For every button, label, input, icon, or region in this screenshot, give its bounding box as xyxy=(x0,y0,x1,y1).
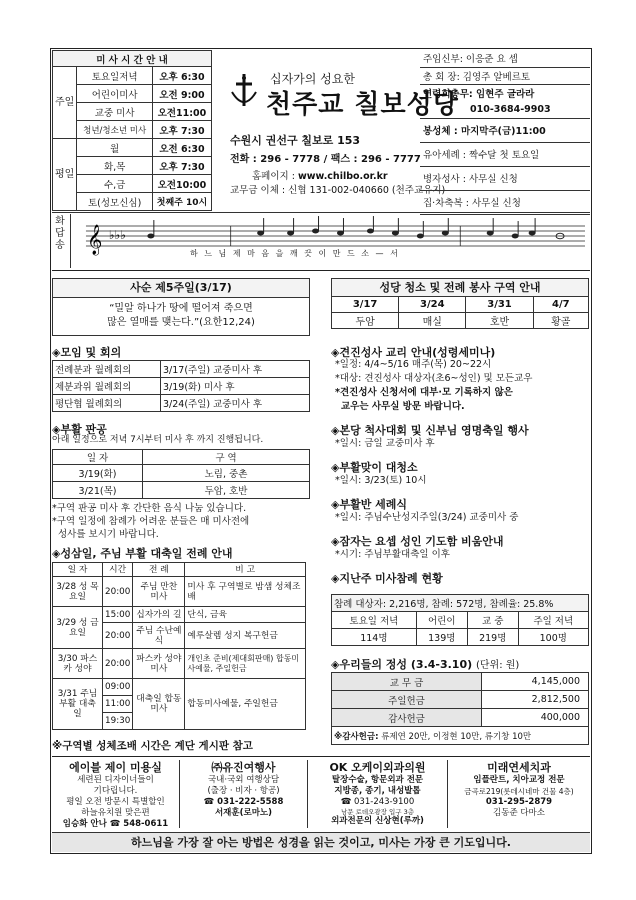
easterbaptism-title: ◈부활반 세례식 xyxy=(331,498,408,511)
holyweek-rite: 주님 수난예식 xyxy=(133,623,185,649)
holyweek-rite: 주님 만찬 미사 xyxy=(133,577,185,607)
church-homepage xyxy=(252,168,388,182)
holyweek-title: ◈성삼일, 주님 부활 대축일 전례 안내 xyxy=(52,547,233,560)
ad-line: (출장 · 비자 · 항공) xyxy=(207,786,280,796)
holyweek-time: 20:00 xyxy=(103,577,133,607)
offering-table xyxy=(331,672,589,745)
penance-head-area: 구 역 xyxy=(143,450,310,465)
holyweek-head: 시간 xyxy=(103,563,133,577)
meeting-name: 전례분과 월례회의 xyxy=(53,361,161,378)
cleaning-area: 호반 xyxy=(466,313,533,329)
ad-line: 외과전문의 신상현(루까) xyxy=(331,816,424,826)
schedule-time: 오후 6:30 xyxy=(152,67,211,85)
offering-label: 주일헌금 xyxy=(332,691,482,709)
holyweek-table xyxy=(52,562,306,730)
penance-date: 3/19(화) xyxy=(53,465,143,482)
offering-value: 2,812,500 xyxy=(482,691,589,709)
weekday-label: 평일 xyxy=(53,139,77,211)
easterclean-line: *일시: 3/23(토) 10시 xyxy=(335,475,427,486)
vigil-line: *시기: 주님부활대축일 이후 xyxy=(335,549,450,560)
schedule-title: 미 사 시 간 안 내 xyxy=(53,51,212,67)
retreat-line: *견진성사 신청서에 대부·모 기록하지 않은 xyxy=(335,387,513,398)
offering-value: 400,000 xyxy=(482,709,589,727)
schedule-name: 화,목 xyxy=(77,157,153,175)
attendance-value: 139명 xyxy=(416,629,467,646)
attendance-value: 219명 xyxy=(467,629,518,646)
schedule-time: 오전11:00 xyxy=(152,103,211,121)
easterbaptism-line: *일시: 주님수난성지주일(3/24) 교중미사 중 xyxy=(335,512,519,523)
cleaning-date: 3/24 xyxy=(399,297,466,313)
offering-note-label: ※감사헌금: xyxy=(334,731,379,742)
ad-line: 평일 오전 방문시 특별할인 xyxy=(66,797,165,807)
hymn-staff xyxy=(70,214,590,268)
ad-line: 금곡로219(롯데시네마 건물 4층) xyxy=(464,787,574,796)
offering-title xyxy=(331,656,519,672)
schedule-time: 첫째주 10시 xyxy=(152,193,211,211)
holyweek-note: 단식, 금육 xyxy=(185,607,306,623)
cleaning-title: 성당 청소 및 전례 봉사 구역 안내 xyxy=(331,278,589,297)
ads-row xyxy=(52,760,590,828)
retreat-line: *대상: 견진성사 대상자(초6~성인) 및 모든교우 xyxy=(335,373,533,384)
offering-value: 4,145,000 xyxy=(482,673,589,691)
staff-line: 집·차축복 : 사무실 신청 xyxy=(420,190,590,214)
attendance-value: 114명 xyxy=(332,629,417,646)
ad-line: 하늘유치원 맞은편 xyxy=(81,808,150,818)
hymn-label: 화답송 xyxy=(55,216,65,251)
ad-hair-salon xyxy=(52,760,180,828)
holyweek-rite: 대축일 합동미사 xyxy=(133,679,185,730)
attendance-value: 100명 xyxy=(518,629,588,646)
penance-area: 노림, 중촌 xyxy=(143,465,310,482)
penance-area: 두암, 호반 xyxy=(143,482,310,499)
schedule-time: 오전 6:30 xyxy=(152,139,211,157)
holyweek-time: 20:00 xyxy=(103,649,133,679)
meetings-table xyxy=(52,360,310,412)
retreat-line: *일정: 4/4~5/16 매주(목) 20~22시 xyxy=(335,359,492,370)
holyweek-date: 3/28 성 목요일 xyxy=(53,577,103,607)
attendance-summary: 참례 대상자: 2,216명, 참례: 572명, 참례율: 25.8% xyxy=(332,595,589,612)
mass-schedule-table xyxy=(52,50,212,211)
schedule-time: 오전10:00 xyxy=(152,175,211,193)
bank-transfer: 교무금 이체 : 신협 131-002-040660 (천주교유지) xyxy=(230,185,446,196)
notes xyxy=(147,216,564,239)
meeting-name: 평단협 월례회의 xyxy=(53,395,161,412)
holyweek-head: 비 고 xyxy=(185,563,306,577)
penance-table xyxy=(52,449,310,499)
schedule-name: 교중 미사 xyxy=(77,103,153,121)
staff-line: 주임신부: 이응준 요 셉 xyxy=(420,50,590,67)
holyweek-time: 19:30 xyxy=(103,713,133,730)
divider xyxy=(52,212,590,213)
hymn-lyrics: 하 느 님 제 마 음 을 깨 끗 이 만 드 소 — 서 xyxy=(190,249,400,258)
holyweek-note: 미사 후 구역별로 밤샘 성체조배 xyxy=(185,577,306,607)
ad-line: ☎ 031-243-9100 xyxy=(340,797,415,807)
sunday-title: 사순 제5주일(3/17) xyxy=(52,278,310,298)
easterclean-title: ◈부활맞이 대청소 xyxy=(331,461,418,474)
penance-head-date: 일 자 xyxy=(53,450,143,465)
ad-heading: ㈜유진여행사 xyxy=(211,761,276,774)
ad-line: 탈장수술, 항문외과 전문 xyxy=(331,775,424,785)
divider xyxy=(52,756,590,757)
meeting-when: 3/24(주일) 교중미사 후 xyxy=(161,395,310,412)
feast-title: ◈본당 척사대회 및 신부님 영명축일 행사 xyxy=(331,424,529,437)
ad-line: 김동준 다마소 xyxy=(493,808,545,818)
feast-line: *일시: 금일 교중미사 후 xyxy=(335,438,435,449)
ad-line: 임플란트, 치아교정 전문 xyxy=(473,775,565,785)
holyweek-date: 3/29 성 금요일 xyxy=(53,607,103,649)
retreat-title: ◈견진성사 교리 안내(성령세미나) xyxy=(331,346,496,359)
holyweek-note: 예루살렘 성지 복구헌금 xyxy=(185,623,306,649)
holyweek-date: 3/30 파스카 성야 xyxy=(53,649,103,679)
church-subtitle: 십자가의 성요한 xyxy=(270,72,355,86)
church-title: 천주교 칠보성당 xyxy=(266,90,459,120)
ad-travel xyxy=(180,760,308,828)
attendance-table xyxy=(331,594,589,646)
quote-line: “밀알 하나가 땅에 떨어져 죽으면 xyxy=(109,303,253,314)
meetings-title: ◈모임 및 회의 xyxy=(52,346,122,359)
staff-line: 유아세례 : 짝수달 첫 토요일 xyxy=(420,142,590,166)
church-address: 수원시 권선구 칠보로 153 xyxy=(230,134,361,147)
attendance-head: 어린이 xyxy=(416,612,467,629)
ad-clinic xyxy=(308,760,448,828)
ad-heading: 미래연세치과 xyxy=(487,761,551,774)
ad-line: 국내·국외 여행상담 xyxy=(207,775,280,785)
ad-heading: 에이블 제이 미용실 xyxy=(69,761,162,774)
holyweek-rite: 파스카 성야 미사 xyxy=(133,649,185,679)
ad-line: 지방종, 종기, 내성발톱 xyxy=(334,786,421,796)
schedule-time: 오후 7:30 xyxy=(152,157,211,175)
flat-icon: ♭♭♭ xyxy=(108,228,126,243)
ad-line: 031-295-2879 xyxy=(485,797,553,807)
divider xyxy=(52,270,590,271)
schedule-name: 월 xyxy=(77,139,153,157)
cleaning-area: 매실 xyxy=(399,313,466,329)
schedule-name: 토요일저녁 xyxy=(77,67,153,85)
homepage-link[interactable]: www.chilbo.or.kr xyxy=(297,171,388,182)
penance-note: 성사를 보시기 바랍니다. xyxy=(58,529,159,540)
footer-motto: 하느님을 가장 잘 아는 방법은 성경을 읽는 것이고, 미사는 가장 큰 기도입니다. xyxy=(52,832,590,852)
penance-note: *구역 일정에 참례가 어려운 분들은 매 미사전에 xyxy=(52,516,250,527)
attendance-head: 교 중 xyxy=(467,612,518,629)
schedule-name: 수,금 xyxy=(77,175,153,193)
quote-line: 많은 열매를 맺는다.”(요한12,24) xyxy=(107,317,255,328)
penance-desc: 아래 일정으로 저녁 7시부터 미사 후 까지 진행됩니다. xyxy=(52,435,264,445)
holyweek-note: 합동미사예물, 주일헌금 xyxy=(185,679,306,730)
schedule-name: 어린이미사 xyxy=(77,85,153,103)
holyweek-footnote: ※구역별 성체조배 시간은 계단 게시판 참고 xyxy=(52,740,253,752)
holyweek-head: 일 자 xyxy=(53,563,103,577)
retreat-line: 교우는 사무실 방문 바랍니다. xyxy=(341,401,465,412)
schedule-name: 청년/청소년 미사 xyxy=(77,121,153,139)
cleaning-date: 3/31 xyxy=(466,297,533,313)
vigil-title: ◈잠자는 요셉 성인 기도함 비움안내 xyxy=(331,535,504,548)
offering-unit: (단위: 원) xyxy=(475,660,520,671)
church-logo-icon xyxy=(228,72,260,110)
cleaning-area: 두암 xyxy=(332,313,399,329)
staff-line: 병자성사 : 사무실 신청 xyxy=(420,166,590,190)
offering-label: 교 무 금 xyxy=(332,673,482,691)
ad-line: 임승화 안나 ☎ 548-0611 xyxy=(62,819,169,829)
schedule-name: 토(성모신심) xyxy=(77,193,153,211)
staff-line: 010-3684-9903 xyxy=(420,101,590,118)
meeting-name: 제분과위 월례회의 xyxy=(53,378,161,395)
schedule-time: 오후 7:30 xyxy=(152,121,211,139)
holyweek-time: 09:00 xyxy=(103,679,133,696)
schedule-time: 오전 9:00 xyxy=(152,85,211,103)
cleaning-date: 4/7 xyxy=(533,297,588,313)
ad-line: 서재훈(로마노) xyxy=(214,808,273,818)
meeting-when: 3/19(화) 미사 후 xyxy=(161,378,310,395)
church-phone: 전화 : 296 - 7778 / 팩스 : 296 - 7777 xyxy=(230,154,421,165)
holyweek-note: 개인초 준비(제대회판매) 합동미사예물, 주일헌금 xyxy=(185,649,306,679)
cleaning-area: 황골 xyxy=(533,313,588,329)
holyweek-time: 11:00 xyxy=(103,696,133,713)
gospel-quote xyxy=(52,298,310,336)
ad-line: 기다립니다. xyxy=(93,786,138,796)
penance-note: *구역 판공 미사 후 간단한 음식 나눔 있습니다. xyxy=(52,503,247,514)
ad-dental xyxy=(448,760,590,828)
ad-line: 세련된 디자이너들이 xyxy=(77,775,154,785)
offering-title-text: ◈우리들의 정성 xyxy=(331,658,408,671)
meeting-when: 3/17(주일) 교중미사 후 xyxy=(161,361,310,378)
staff-line: 연령회총무: 임현주 글라라 xyxy=(423,88,535,100)
holyweek-time: 20:00 xyxy=(103,623,133,649)
cleaning-date: 3/17 xyxy=(332,297,399,313)
attendance-head: 토요일 저녁 xyxy=(332,612,417,629)
holyweek-time: 15:00 xyxy=(103,607,133,623)
sunday-label: 주일 xyxy=(53,67,77,139)
staff-line: 총 회 장: 김영주 알베르토 xyxy=(420,67,590,84)
cleaning-table xyxy=(331,296,589,329)
penance-title: ◈부활 판공 xyxy=(52,423,107,436)
treble-clef-icon: 𝄞 xyxy=(86,224,103,255)
attendance-title: ◈지난주 미사참례 현황 xyxy=(331,572,443,585)
ad-line: 남문 로데오광장 입구 3층 xyxy=(340,808,415,816)
holyweek-rite: 십자가의 길 xyxy=(133,607,185,623)
offering-note xyxy=(332,727,589,745)
offering-note-text: 류제연 20만, 이정현 10만, 류기창 10만 xyxy=(381,731,532,742)
homepage-label: 홈페이지 : xyxy=(252,171,295,182)
penance-date: 3/21(목) xyxy=(53,482,143,499)
ad-heading: OK 오케이외과의원 xyxy=(329,761,426,774)
ad-line: ☎ 031-222-5588 xyxy=(203,797,284,807)
staff-info xyxy=(420,50,590,215)
holyweek-head: 전 례 xyxy=(133,563,185,577)
offering-label: 감사헌금 xyxy=(332,709,482,727)
attendance-head: 주일 저녁 xyxy=(518,612,588,629)
holyweek-date: 3/31 주님부활 대축일 xyxy=(53,679,103,730)
offering-period: (3.4-3.10) xyxy=(410,658,473,671)
staff-line: 봉성체 : 마지막주(금)11:00 xyxy=(420,118,590,142)
